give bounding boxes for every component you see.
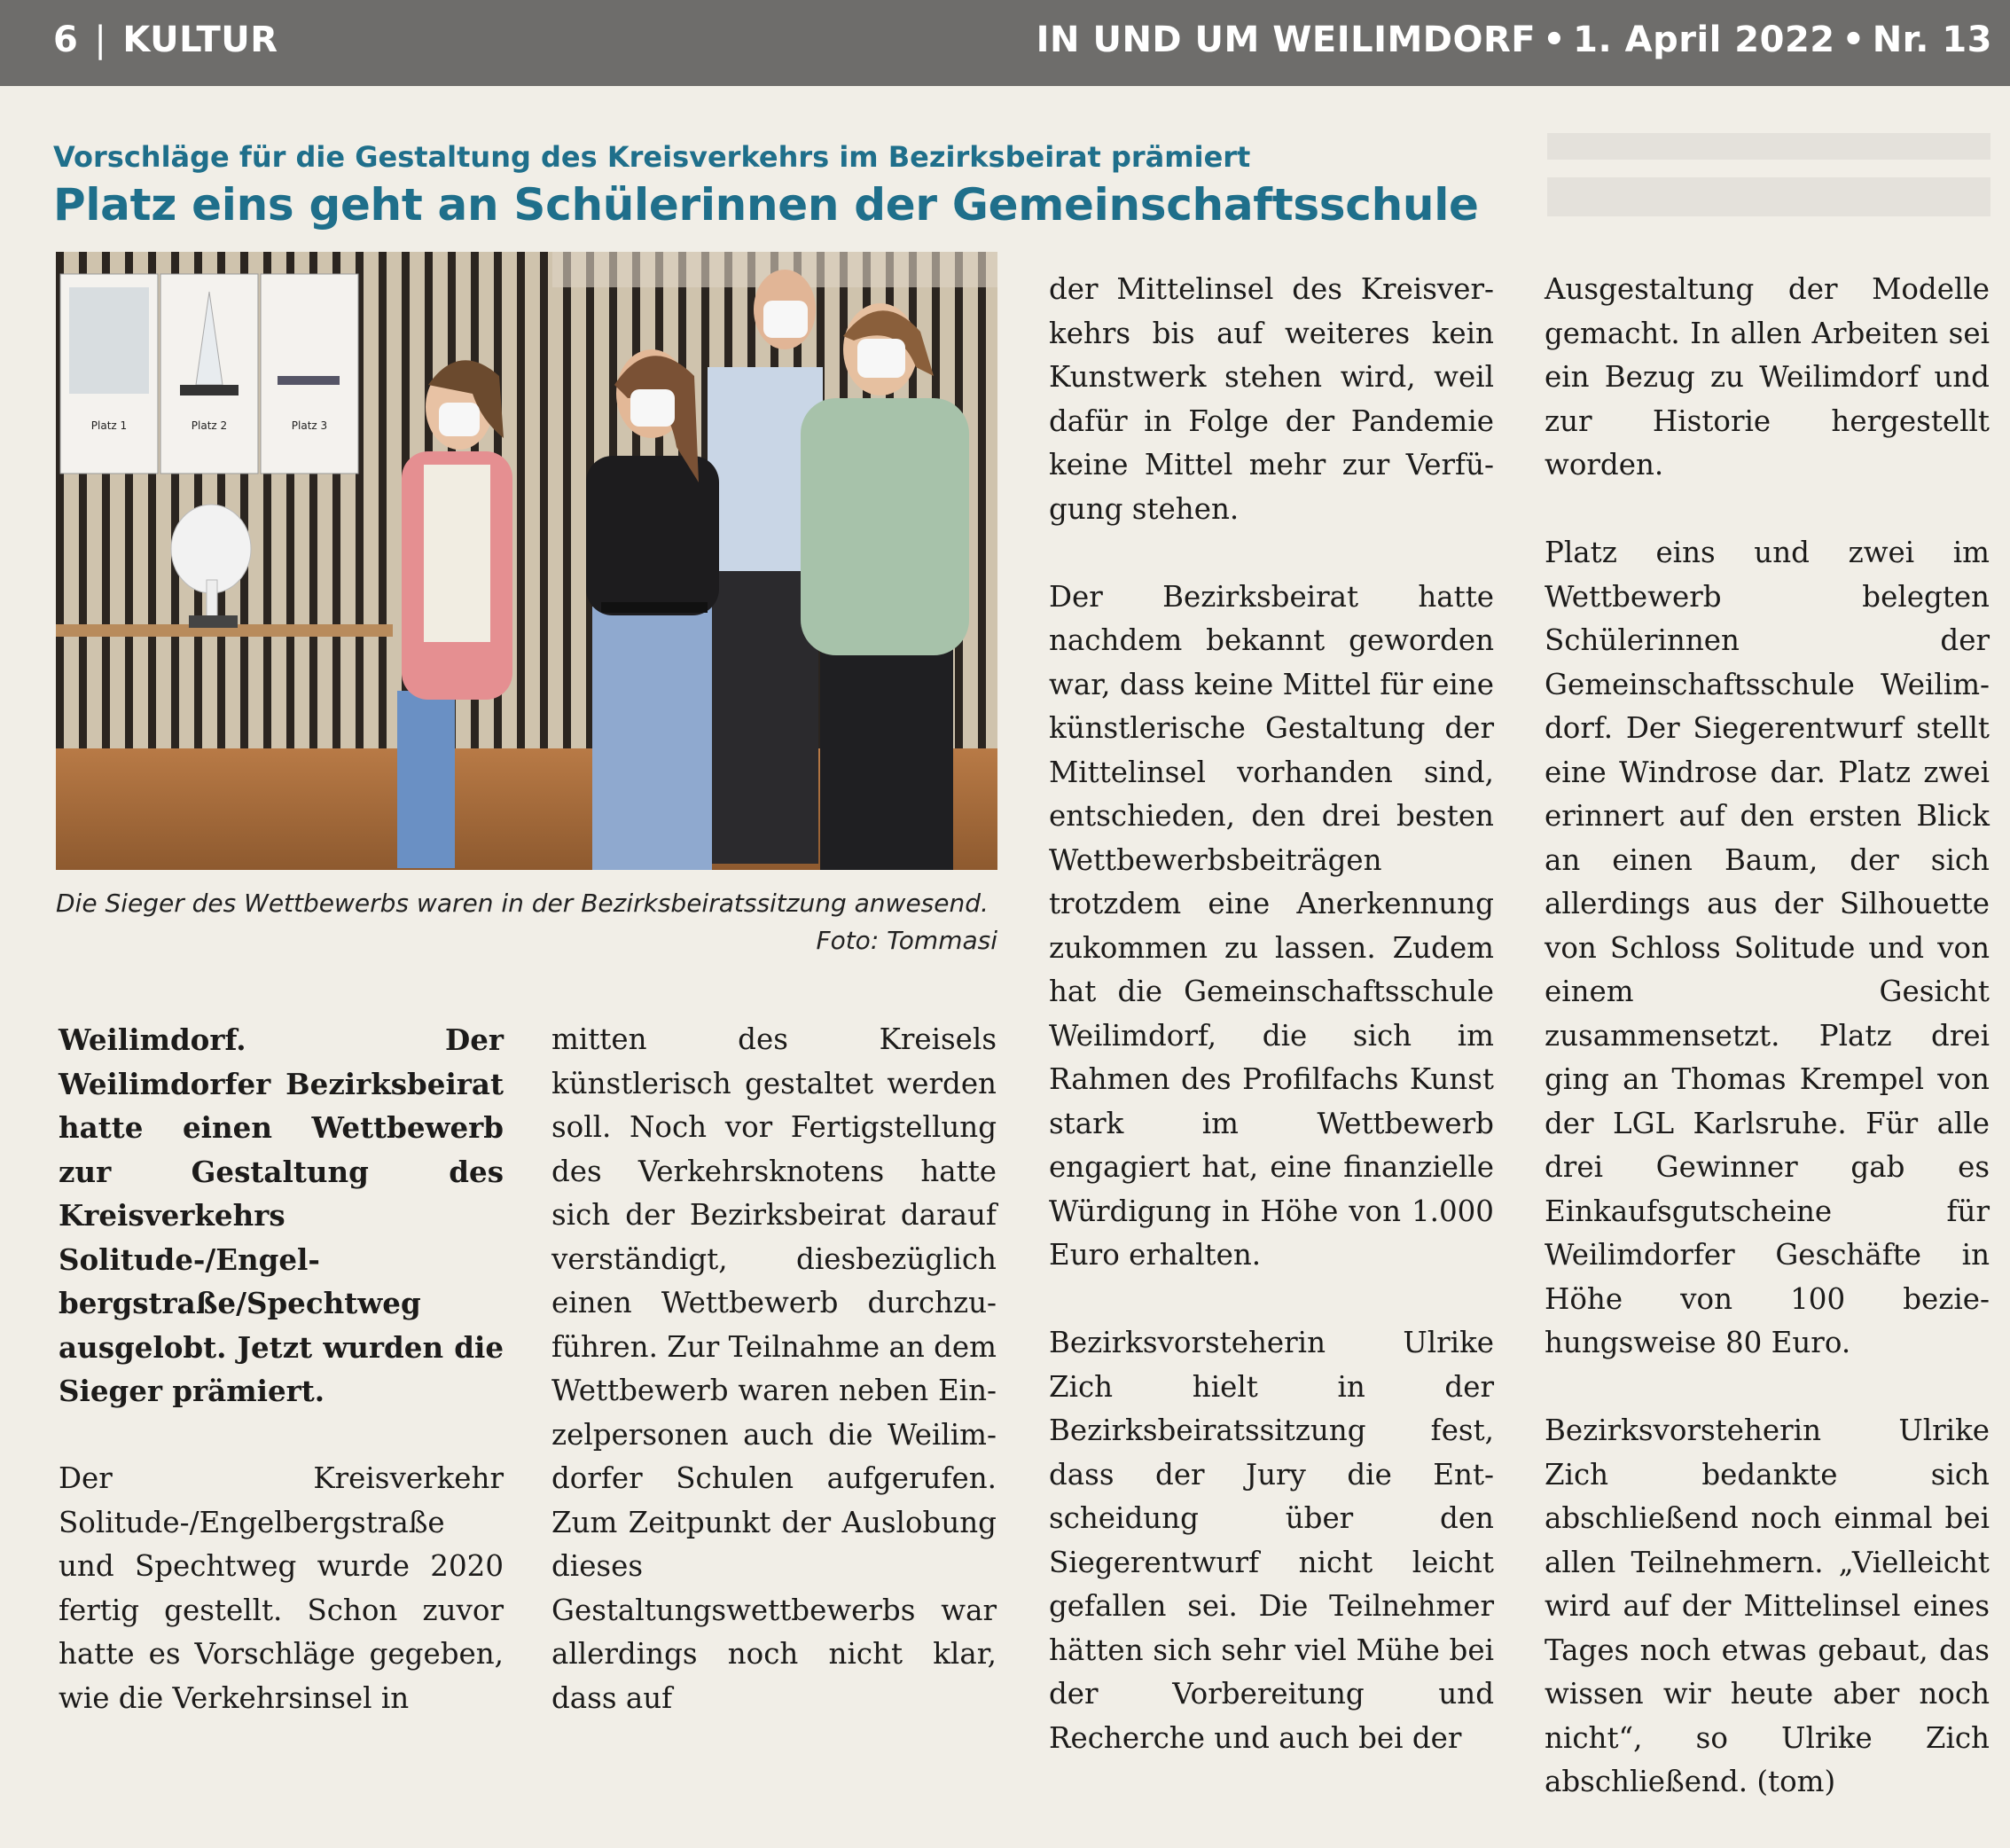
poster-1 (60, 274, 158, 474)
article-column-2 (551, 1018, 997, 1765)
header-separator: | (94, 20, 107, 60)
text-fragment: der Mittelinsel des Kreisverkehrs bis auf weiteres kein Kunstwerk stehen wird, weil dafür in Folge der Pandemie keine Mittel mehr zur Verfügung stehen. (1049, 272, 1494, 526)
text-fragment: mitten des Kreisels künstlerisch gestaltet werden soll. Noch vor Fertigstellung des Verkehrsknotens hatte sich der Bezirksbeirat darauf verständigt, diesbezüglich einen Wettbewerb durchzuführen. Zur Teilnahme an dem Wettbewerb waren neben Einzelpersonen auch die Weilimdorfer Schulen aufgerufen. Zum Zeitpunkt der Auslobung dieses Gestaltungswettbewerbs war allerdings noch nicht klar, dass auf (551, 1022, 997, 1715)
article-paragraph (1545, 268, 1990, 488)
text-fragment: Der Kreisverkehr Solitude-/Engelbergstraße und Spechtweg wurde 2020 fertig gestellt. Schon zuvor hatte es Vorschläge gegeben, wie die Verkehrsinsel in (59, 1461, 504, 1715)
article-kicker: Vorschläge für die Gestaltung des Kreisverkehrs im Bezirksbeirat prämiert (53, 140, 1251, 174)
article-paragraph: Platz eins und zwei im Wettbewerb belegten Schülerinnen der Gemeinschaftsschule Weilimdorf. Der Siegerentwurf stellt eine Windrose dar. Platz zwei erinnert auf den ersten Blick an einen Baum, der sich allerdings aus der Silhouette von Schloss Solitude und von einem Gesicht zusammensetzt. Platz drei ging an Thomas Krempel von der LGL Karlsruhe. Für alle drei Gewinner gab es Einkaufsgutscheine für Weilimdorfer Geschäfte in Höhe von 100 beziehungsweise 80 Euro. (1545, 536, 1990, 1359)
section-label: KULTUR (122, 20, 278, 60)
article-paragraph (1049, 1321, 1494, 1760)
header-dot: • (1543, 20, 1567, 60)
text-fragment: Ausgestaltung der Modelle gemacht. In allen Arbeiten sei ein Bezug zu Weilimdorf und zur Historie hergestellt worden. (1545, 272, 1990, 482)
poster-2 (160, 274, 258, 474)
photo-caption-block (56, 885, 997, 959)
page-number: 6 (53, 20, 79, 60)
header-right (1036, 20, 1992, 60)
article-column-4 (1545, 268, 1990, 1848)
article-lead: Weilimdorf. Der Weilimdorfer Bezirksbeirat hatte einen Wettbewerb zur Gestaltung des Kreisverkehrs Solitude-/Engelbergstraße/Spechtweg ausgelobt. Jetzt wurden die Sieger prämiert. (59, 1022, 504, 1408)
article-column-1 (59, 1018, 504, 1765)
poster-3 (261, 274, 358, 474)
poster-2-label: Platz 2 (191, 419, 228, 432)
issue-number: Nr. 13 (1872, 20, 1992, 60)
article-paragraph (551, 1018, 997, 1720)
photo-illustration (56, 252, 997, 870)
photo-credit: Foto: Tommasi (816, 926, 997, 955)
article-column-3 (1049, 268, 1494, 1805)
page-header (0, 0, 2010, 86)
article-paragraph: Bezirksvorsteherin Ulrike Zich bedankte sich abschließend noch einmal bei allen Teilnehmern. „Vielleicht wird auf der Mittelinsel eines Tages noch etwas gebaut, das wissen wir heute aber noch nicht“, so Ulrike Zich abschließend. (tom) (1545, 1413, 1990, 1798)
photo-caption: Die Sieger des Wettbewerbs waren in der Bezirksbeiratssitzung anwesend. (56, 889, 989, 918)
article-paragraph (1049, 268, 1494, 531)
issue-date: 1. April 2022 (1573, 20, 1835, 60)
article-paragraph: Der Bezirksbeirat hatte nachdem bekannt geworden war, dass keine Mittel für eine künstlerische Gestaltung der Mittelinsel vorhanden sind, entschieden, den drei besten Wettbewerbsbeiträgen trotzdem eine Anerkennung zukommen zu lassen. Zudem hat die Gemeinschaftsschule Weilimdorf, die sich im Rahmen des Profilfachs Kunst stark im Wettbewerb engagiert hat, eine finanzielle Würdigung in Höhe von 1.000 Euro erhalten. (1049, 579, 1494, 1272)
header-dot: • (1842, 20, 1865, 60)
article-photo (56, 252, 997, 870)
article-headline: Platz eins geht an Schülerinnen der Gemeinschaftsschule (53, 179, 1479, 231)
text-fragment: Bezirksvorsteherin Ulrike Zich hielt in der Bezirksbeiratssitzung fest, dass der Jury die Entscheidung über den Siegerentwurf nicht leicht gefallen sei. Die Teilnehmer hätten sich sehr viel Mühe bei der Vorbereitung und Recherche und auch bei der (1049, 1326, 1494, 1755)
poster-1-label: Platz 1 (90, 419, 128, 432)
poster-3-label: Platz 3 (291, 419, 328, 432)
header-left (53, 20, 278, 60)
publication-name: IN UND UM WEILIMDORF (1036, 20, 1537, 60)
article-paragraph (59, 1457, 504, 1720)
